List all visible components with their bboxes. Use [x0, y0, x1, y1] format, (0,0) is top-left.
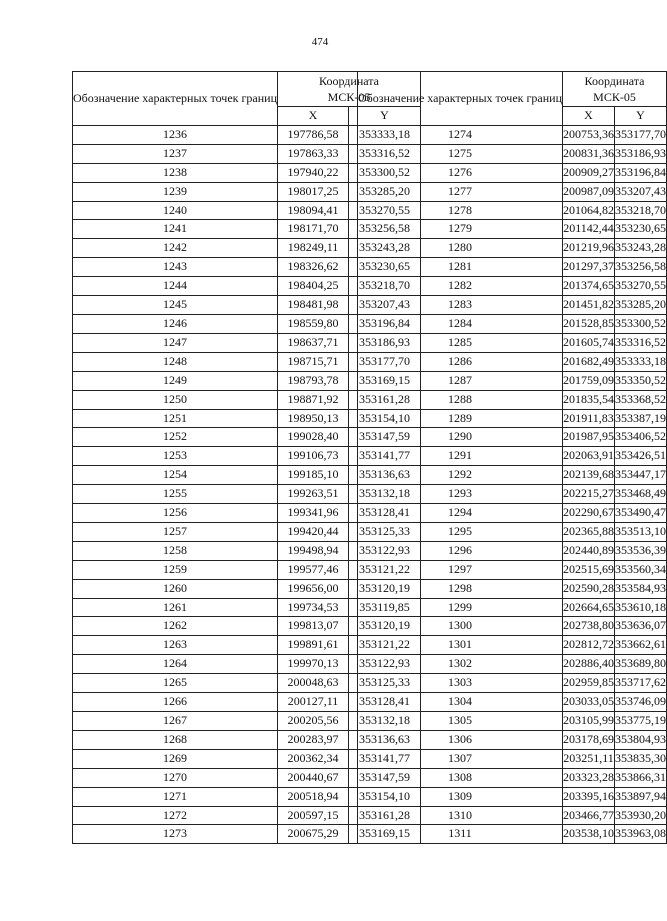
x-coordinate-cell: 199656,00 [278, 579, 349, 598]
y-coordinate-cell: 353119,85 [349, 598, 421, 617]
x-coordinate-cell: 201142,44 [563, 220, 615, 239]
table-row [358, 352, 667, 371]
x-coordinate-cell: 201219,96 [563, 239, 615, 258]
y-coordinate-cell: 353866,31 [615, 768, 667, 787]
x-coordinate-cell: 198793,78 [278, 371, 349, 390]
x-coordinate-cell: 201911,83 [563, 409, 615, 428]
point-id-cell: 1279 [358, 220, 563, 239]
table-row [358, 655, 667, 674]
table-row [358, 693, 667, 712]
point-id-cell: 1307 [358, 749, 563, 768]
x-coordinate-cell: 198950,13 [278, 409, 349, 428]
y-coordinate-cell: 353207,43 [615, 182, 667, 201]
x-coordinate-cell: 202812,72 [563, 636, 615, 655]
point-id-cell: 1241 [73, 220, 278, 239]
y-coordinate-cell: 353256,58 [615, 258, 667, 277]
x-coordinate-cell: 199028,40 [278, 428, 349, 447]
x-coordinate-cell: 202063,91 [563, 447, 615, 466]
y-coordinate-cell: 353406,52 [615, 428, 667, 447]
x-coordinate-cell: 203538,10 [563, 825, 615, 844]
y-coordinate-cell: 353147,59 [349, 428, 421, 447]
x-coordinate-cell: 202738,80 [563, 617, 615, 636]
header-y: Y [615, 107, 667, 126]
point-id-cell: 1245 [73, 296, 278, 315]
table-row [358, 125, 667, 144]
table-row [358, 560, 667, 579]
y-coordinate-cell: 353218,70 [615, 201, 667, 220]
y-coordinate-cell: 353746,09 [615, 693, 667, 712]
x-coordinate-cell: 203033,05 [563, 693, 615, 712]
x-coordinate-cell: 201682,49 [563, 352, 615, 371]
y-coordinate-cell: 353316,52 [615, 333, 667, 352]
table-row [358, 258, 667, 277]
x-coordinate-cell: 198715,71 [278, 352, 349, 371]
x-coordinate-cell: 198249,11 [278, 239, 349, 258]
y-coordinate-cell: 353333,18 [349, 125, 421, 144]
y-coordinate-cell: 353804,93 [615, 730, 667, 749]
y-coordinate-cell: 353468,49 [615, 485, 667, 504]
point-id-cell: 1284 [358, 314, 563, 333]
point-id-cell: 1266 [73, 693, 278, 712]
point-id-cell: 1298 [358, 579, 563, 598]
point-id-cell: 1262 [73, 617, 278, 636]
y-coordinate-cell: 353136,63 [349, 730, 421, 749]
table-row [358, 825, 667, 844]
x-coordinate-cell: 200440,67 [278, 768, 349, 787]
table-row [358, 466, 667, 485]
point-id-cell: 1247 [73, 333, 278, 352]
y-coordinate-cell: 353835,30 [615, 749, 667, 768]
x-coordinate-cell: 198326,62 [278, 258, 349, 277]
y-coordinate-cell: 353689,80 [615, 655, 667, 674]
x-coordinate-cell: 197863,33 [278, 144, 349, 163]
point-id-cell: 1273 [73, 825, 278, 844]
y-coordinate-cell: 353368,52 [615, 390, 667, 409]
point-id-cell: 1295 [358, 522, 563, 541]
point-id-cell: 1280 [358, 239, 563, 258]
point-id-cell: 1243 [73, 258, 278, 277]
table-row [358, 504, 667, 523]
point-id-cell: 1288 [358, 390, 563, 409]
point-id-cell: 1257 [73, 522, 278, 541]
y-coordinate-cell: 353177,70 [615, 125, 667, 144]
x-coordinate-cell: 202664,65 [563, 598, 615, 617]
y-coordinate-cell: 353136,63 [349, 466, 421, 485]
table-row [358, 522, 667, 541]
point-id-cell: 1254 [73, 466, 278, 485]
point-id-cell: 1301 [358, 636, 563, 655]
y-coordinate-cell: 353717,62 [615, 674, 667, 693]
x-coordinate-cell: 200753,36 [563, 125, 615, 144]
table-row [358, 485, 667, 504]
x-coordinate-cell: 200127,11 [278, 693, 349, 712]
point-id-cell: 1297 [358, 560, 563, 579]
table-row [358, 333, 667, 352]
y-coordinate-cell: 353536,39 [615, 541, 667, 560]
header-designation: Обозначение характерных точек границ [358, 72, 563, 126]
point-id-cell: 1259 [73, 560, 278, 579]
x-coordinate-cell: 202215,27 [563, 485, 615, 504]
point-id-cell: 1252 [73, 428, 278, 447]
x-coordinate-cell: 200675,29 [278, 825, 349, 844]
x-coordinate-cell: 203395,16 [563, 787, 615, 806]
point-id-cell: 1249 [73, 371, 278, 390]
y-coordinate-cell: 353120,19 [349, 579, 421, 598]
y-coordinate-cell: 353513,10 [615, 522, 667, 541]
point-id-cell: 1299 [358, 598, 563, 617]
point-id-cell: 1256 [73, 504, 278, 523]
point-id-cell: 1283 [358, 296, 563, 315]
point-id-cell: 1304 [358, 693, 563, 712]
x-coordinate-cell: 198637,71 [278, 333, 349, 352]
y-coordinate-cell: 353584,93 [615, 579, 667, 598]
header-y: Y [349, 107, 421, 126]
y-coordinate-cell: 353230,65 [615, 220, 667, 239]
y-coordinate-cell: 353285,20 [615, 296, 667, 315]
point-id-cell: 1265 [73, 674, 278, 693]
x-coordinate-cell: 198559,80 [278, 314, 349, 333]
y-coordinate-cell: 353350,52 [615, 371, 667, 390]
coordinates-table-right [357, 71, 667, 844]
x-coordinate-cell: 199813,07 [278, 617, 349, 636]
table-row [358, 787, 667, 806]
y-coordinate-cell: 353610,18 [615, 598, 667, 617]
header-x: X [563, 107, 615, 126]
table-row [358, 806, 667, 825]
header-x: X [278, 107, 349, 126]
x-coordinate-cell: 202886,40 [563, 655, 615, 674]
x-coordinate-cell: 200987,09 [563, 182, 615, 201]
table-row [358, 314, 667, 333]
y-coordinate-cell: 353243,28 [349, 239, 421, 258]
table-row [358, 201, 667, 220]
point-id-cell: 1306 [358, 730, 563, 749]
x-coordinate-cell: 198481,98 [278, 296, 349, 315]
table-row [358, 674, 667, 693]
y-coordinate-cell: 353147,59 [349, 768, 421, 787]
x-coordinate-cell: 199577,46 [278, 560, 349, 579]
point-id-cell: 1294 [358, 504, 563, 523]
x-coordinate-cell: 201605,74 [563, 333, 615, 352]
y-coordinate-cell: 353333,18 [615, 352, 667, 371]
y-coordinate-cell: 353125,33 [349, 522, 421, 541]
x-coordinate-cell: 198404,25 [278, 277, 349, 296]
x-coordinate-cell: 198171,70 [278, 220, 349, 239]
y-coordinate-cell: 353218,70 [349, 277, 421, 296]
point-id-cell: 1240 [73, 201, 278, 220]
point-id-cell: 1305 [358, 712, 563, 731]
x-coordinate-cell: 199734,53 [278, 598, 349, 617]
point-id-cell: 1296 [358, 541, 563, 560]
x-coordinate-cell: 202590,28 [563, 579, 615, 598]
y-coordinate-cell: 353169,15 [349, 825, 421, 844]
y-coordinate-cell: 353300,52 [615, 314, 667, 333]
x-coordinate-cell: 201064,82 [563, 201, 615, 220]
table-row [358, 617, 667, 636]
point-id-cell: 1260 [73, 579, 278, 598]
table-row [358, 371, 667, 390]
y-coordinate-cell: 353230,65 [349, 258, 421, 277]
y-coordinate-cell: 353132,18 [349, 712, 421, 731]
y-coordinate-cell: 353930,20 [615, 806, 667, 825]
point-id-cell: 1308 [358, 768, 563, 787]
y-coordinate-cell: 353196,84 [349, 314, 421, 333]
table-row [358, 730, 667, 749]
point-id-cell: 1263 [73, 636, 278, 655]
point-id-cell: 1278 [358, 201, 563, 220]
x-coordinate-cell: 200831,36 [563, 144, 615, 163]
header-coordinate-title: Координата [584, 74, 645, 88]
y-coordinate-cell: 353270,55 [615, 277, 667, 296]
point-id-cell: 1236 [73, 125, 278, 144]
x-coordinate-cell: 201297,37 [563, 258, 615, 277]
point-id-cell: 1248 [73, 352, 278, 371]
x-coordinate-cell: 198094,41 [278, 201, 349, 220]
table-row [358, 541, 667, 560]
x-coordinate-cell: 199263,51 [278, 485, 349, 504]
x-coordinate-cell: 202290,67 [563, 504, 615, 523]
y-coordinate-cell: 353122,93 [349, 541, 421, 560]
y-coordinate-cell: 353154,10 [349, 787, 421, 806]
y-coordinate-cell: 353426,51 [615, 447, 667, 466]
point-id-cell: 1274 [358, 125, 563, 144]
x-coordinate-cell: 198871,92 [278, 390, 349, 409]
point-id-cell: 1272 [73, 806, 278, 825]
x-coordinate-cell: 202959,85 [563, 674, 615, 693]
point-id-cell: 1237 [73, 144, 278, 163]
point-id-cell: 1271 [73, 787, 278, 806]
x-coordinate-cell: 201528,85 [563, 314, 615, 333]
y-coordinate-cell: 353128,41 [349, 504, 421, 523]
x-coordinate-cell: 199106,73 [278, 447, 349, 466]
point-id-cell: 1290 [358, 428, 563, 447]
table-row [358, 239, 667, 258]
y-coordinate-cell: 353270,55 [349, 201, 421, 220]
page-number: 474 [311, 36, 329, 48]
y-coordinate-cell: 353161,28 [349, 390, 421, 409]
y-coordinate-cell: 353447,17 [615, 466, 667, 485]
point-id-cell: 1246 [73, 314, 278, 333]
point-id-cell: 1258 [73, 541, 278, 560]
point-id-cell: 1238 [73, 163, 278, 182]
header-designation: Обозначение характерных точек границ [73, 72, 278, 126]
x-coordinate-cell: 199185,10 [278, 466, 349, 485]
point-id-cell: 1239 [73, 182, 278, 201]
table-row [358, 749, 667, 768]
x-coordinate-cell: 200518,94 [278, 787, 349, 806]
x-coordinate-cell: 201835,54 [563, 390, 615, 409]
table-row [358, 390, 667, 409]
table-row [358, 277, 667, 296]
x-coordinate-cell: 197786,58 [278, 125, 349, 144]
y-coordinate-cell: 353490,47 [615, 504, 667, 523]
x-coordinate-cell: 199498,94 [278, 541, 349, 560]
x-coordinate-cell: 203466,77 [563, 806, 615, 825]
point-id-cell: 1291 [358, 447, 563, 466]
x-coordinate-cell: 200362,34 [278, 749, 349, 768]
x-coordinate-cell: 200283,97 [278, 730, 349, 749]
y-coordinate-cell: 353122,93 [349, 655, 421, 674]
y-coordinate-cell: 353560,34 [615, 560, 667, 579]
point-id-cell: 1242 [73, 239, 278, 258]
x-coordinate-cell: 201759,09 [563, 371, 615, 390]
x-coordinate-cell: 198017,25 [278, 182, 349, 201]
y-coordinate-cell: 353141,77 [349, 447, 421, 466]
y-coordinate-cell: 353121,22 [349, 636, 421, 655]
y-coordinate-cell: 353120,19 [349, 617, 421, 636]
point-id-cell: 1267 [73, 712, 278, 731]
header-coordinate-system: МСК-05 [593, 90, 636, 104]
x-coordinate-cell: 201374,65 [563, 277, 615, 296]
table-row [358, 182, 667, 201]
point-id-cell: 1253 [73, 447, 278, 466]
point-id-cell: 1244 [73, 277, 278, 296]
point-id-cell: 1281 [358, 258, 563, 277]
table-row [358, 144, 667, 163]
y-coordinate-cell: 353285,20 [349, 182, 421, 201]
x-coordinate-cell: 202365,88 [563, 522, 615, 541]
point-id-cell: 1310 [358, 806, 563, 825]
table-row [358, 163, 667, 182]
table-row [358, 712, 667, 731]
point-id-cell: 1275 [358, 144, 563, 163]
y-coordinate-cell: 353154,10 [349, 409, 421, 428]
x-coordinate-cell: 203178,69 [563, 730, 615, 749]
table-row [358, 598, 667, 617]
y-coordinate-cell: 353897,94 [615, 787, 667, 806]
x-coordinate-cell: 202139,68 [563, 466, 615, 485]
x-coordinate-cell: 197940,22 [278, 163, 349, 182]
table-body [358, 125, 667, 843]
point-id-cell: 1309 [358, 787, 563, 806]
x-coordinate-cell: 202440,89 [563, 541, 615, 560]
x-coordinate-cell: 199970,13 [278, 655, 349, 674]
point-id-cell: 1277 [358, 182, 563, 201]
x-coordinate-cell: 203251,11 [563, 749, 615, 768]
point-id-cell: 1270 [73, 768, 278, 787]
y-coordinate-cell: 353207,43 [349, 296, 421, 315]
y-coordinate-cell: 353186,93 [615, 144, 667, 163]
x-coordinate-cell: 199341,96 [278, 504, 349, 523]
x-coordinate-cell: 203323,28 [563, 768, 615, 787]
y-coordinate-cell: 353300,52 [349, 163, 421, 182]
y-coordinate-cell: 353963,08 [615, 825, 667, 844]
point-id-cell: 1269 [73, 749, 278, 768]
x-coordinate-cell: 201987,95 [563, 428, 615, 447]
table-row [358, 768, 667, 787]
table-row [358, 447, 667, 466]
x-coordinate-cell: 200048,63 [278, 674, 349, 693]
x-coordinate-cell: 202515,69 [563, 560, 615, 579]
x-coordinate-cell: 203105,99 [563, 712, 615, 731]
point-id-cell: 1250 [73, 390, 278, 409]
y-coordinate-cell: 353177,70 [349, 352, 421, 371]
y-coordinate-cell: 353121,22 [349, 560, 421, 579]
header-coordinate [563, 72, 667, 107]
y-coordinate-cell: 353775,19 [615, 712, 667, 731]
point-id-cell: 1282 [358, 277, 563, 296]
point-id-cell: 1303 [358, 674, 563, 693]
point-id-cell: 1261 [73, 598, 278, 617]
table-row [358, 220, 667, 239]
point-id-cell: 1285 [358, 333, 563, 352]
x-coordinate-cell: 199891,61 [278, 636, 349, 655]
x-coordinate-cell: 200205,56 [278, 712, 349, 731]
point-id-cell: 1311 [358, 825, 563, 844]
table-row [358, 636, 667, 655]
point-id-cell: 1293 [358, 485, 563, 504]
y-coordinate-cell: 353128,41 [349, 693, 421, 712]
point-id-cell: 1289 [358, 409, 563, 428]
table-row [358, 579, 667, 598]
y-coordinate-cell: 353186,93 [349, 333, 421, 352]
table-row [358, 409, 667, 428]
y-coordinate-cell: 353169,15 [349, 371, 421, 390]
header-coordinate-system: МСК-05 [327, 90, 371, 104]
y-coordinate-cell: 353256,58 [349, 220, 421, 239]
point-id-cell: 1300 [358, 617, 563, 636]
y-coordinate-cell: 353636,07 [615, 617, 667, 636]
y-coordinate-cell: 353316,52 [349, 144, 421, 163]
y-coordinate-cell: 353243,28 [615, 239, 667, 258]
y-coordinate-cell: 353132,18 [349, 485, 421, 504]
table-row [358, 296, 667, 315]
point-id-cell: 1251 [73, 409, 278, 428]
y-coordinate-cell: 353662,61 [615, 636, 667, 655]
x-coordinate-cell: 200597,15 [278, 806, 349, 825]
x-coordinate-cell: 200909,27 [563, 163, 615, 182]
y-coordinate-cell: 353141,77 [349, 749, 421, 768]
point-id-cell: 1255 [73, 485, 278, 504]
y-coordinate-cell: 353196,84 [615, 163, 667, 182]
point-id-cell: 1302 [358, 655, 563, 674]
y-coordinate-cell: 353125,33 [349, 674, 421, 693]
point-id-cell: 1287 [358, 371, 563, 390]
point-id-cell: 1286 [358, 352, 563, 371]
x-coordinate-cell: 199420,44 [278, 522, 349, 541]
table-row [358, 428, 667, 447]
point-id-cell: 1276 [358, 163, 563, 182]
point-id-cell: 1264 [73, 655, 278, 674]
x-coordinate-cell: 201451,82 [563, 296, 615, 315]
point-id-cell: 1292 [358, 466, 563, 485]
y-coordinate-cell: 353161,28 [349, 806, 421, 825]
header-coordinate-title: Координата [319, 74, 379, 88]
point-id-cell: 1268 [73, 730, 278, 749]
y-coordinate-cell: 353387,19 [615, 409, 667, 428]
